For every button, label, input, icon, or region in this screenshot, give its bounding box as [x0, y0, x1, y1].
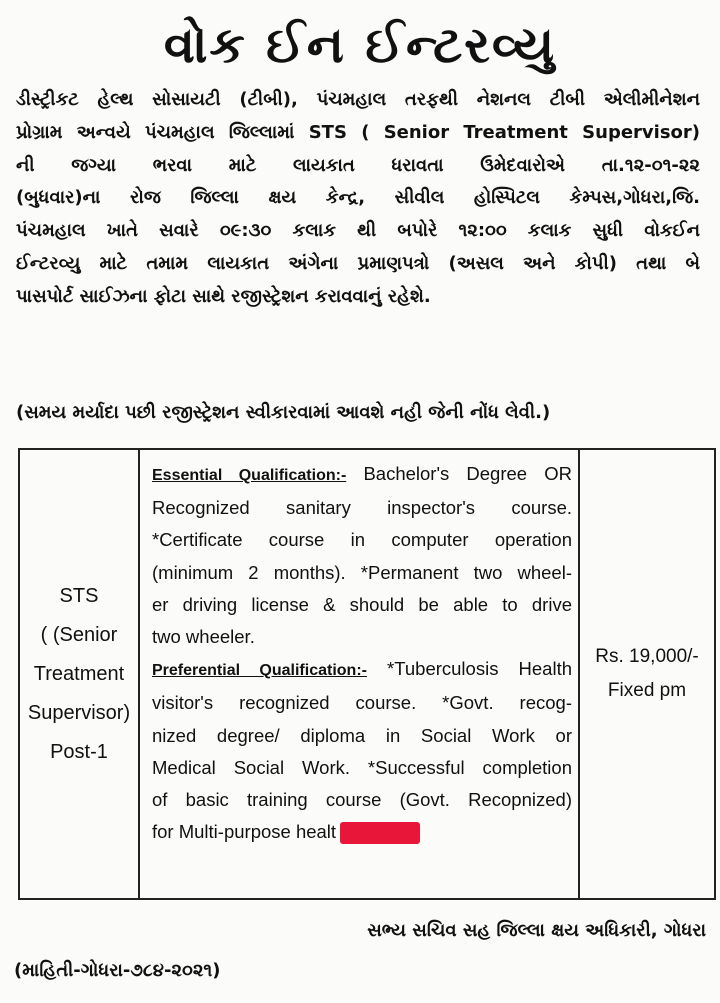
intro-line: ડીસ્ટ્રીકટ હેલ્થ સોસાયટી (ટીબી), પંચમહાલ તરફથી નેશનલ ટીબી એલીમીનેશન: [16, 89, 700, 110]
post-name-cell: [19, 449, 139, 899]
notice-title: વોક ઈન ઈન્ટરવ્યુ: [163, 16, 557, 74]
pay-cell: [579, 449, 715, 899]
intro-paragraph: [16, 84, 700, 314]
qualification-cell: [139, 449, 579, 899]
post-line: Supervisor): [27, 701, 131, 724]
qualification-line: Medical Social Work. *Successful completion: [152, 756, 572, 778]
intro-line: પંચમહાલ ખાતે સવારે ૦૯:૩૦ કલાક થી બપોરે ૧૨:૦૦ કલાક સુધી વોકઈન: [16, 220, 700, 242]
qualification-line: of basic training course (Govt. Recopnized): [152, 789, 572, 811]
reference-number: (માહિતી-ગોધરા-૭૮૪-૨૦૨૧): [14, 960, 221, 981]
intro-line: પ્રોગ્રામ અન્વયે પંચમહાલ જિલ્લામાં STS ( Senior Treatment Supervisor): [16, 121, 700, 143]
preferential-label: Preferential Qualification:-: [152, 662, 367, 680]
qualification-line: for Multi-purpose healt: [152, 816, 572, 848]
qualification-line: Essential Qualification:- Bachelor's Degree OR: [152, 463, 572, 484]
table-row: [19, 449, 715, 899]
post-line: ( (Senior: [40, 623, 118, 646]
intro-line: ની જગ્યા ભરવા માટે લાયકાત ધરાવતા ઉમેદવારોએ તા.૧૨-૦૧-૨૨: [16, 154, 700, 176]
intro-line: ઈન્ટરવ્યુ માટે તમામ લાયકાત અંગેના પ્રમાણપત્રો (અસલ અને કોપી) તથા બે: [16, 252, 700, 274]
qualification-line: er driving license & should be able to drive: [152, 593, 572, 615]
intro-line: પાસપોર્ટ સાઈઝના ફોટા સાથે રજીસ્ટ્રેશન કરાવવાનું રહેશે.: [16, 285, 431, 307]
qualification-line: visitor's recognized course. *Govt. recog-: [152, 692, 572, 714]
qualification-line: *Certificate course in computer operation: [152, 529, 572, 551]
intro-line: (બુધવાર)ના રોજ જિલ્લા ક્ષય કેન્દ્ર, સીવીલ હોસ્પિટલ કેમ્પસ,ગોધરા,જિ.: [16, 187, 700, 209]
post-line: Treatment: [33, 662, 125, 685]
qualification-line: Recognized sanitary inspector's course.: [152, 497, 572, 519]
qualification-line: nized degree/ diploma in Social Work or: [152, 724, 572, 746]
pay-period: Fixed pm: [607, 680, 687, 701]
essential-label: Essential Qualification:-: [152, 467, 347, 484]
qualification-line: two wheeler.: [152, 626, 255, 648]
post-details-table: [18, 448, 716, 900]
registration-note: (સમય મર્યાદા પછી રજીસ્ટ્રેશન સ્વીકારવામાં આવશે નહી જેની નોંધ લેવી.): [16, 402, 551, 423]
signatory: સભ્ય સચિવ સહ જિલ્લા ક્ષય અધિકારી, ગોધરા: [367, 920, 706, 941]
watermark-smudge: [340, 822, 420, 844]
qualification-line: (minimum 2 months). *Permanent two wheel-: [152, 561, 572, 583]
post-line: Post-1: [50, 740, 108, 763]
pay-amount: Rs. 19,000/-: [595, 646, 699, 667]
post-line: STS: [59, 584, 99, 607]
qualification-line: Preferential Qualification:- *Tuberculosis Health: [152, 658, 572, 680]
